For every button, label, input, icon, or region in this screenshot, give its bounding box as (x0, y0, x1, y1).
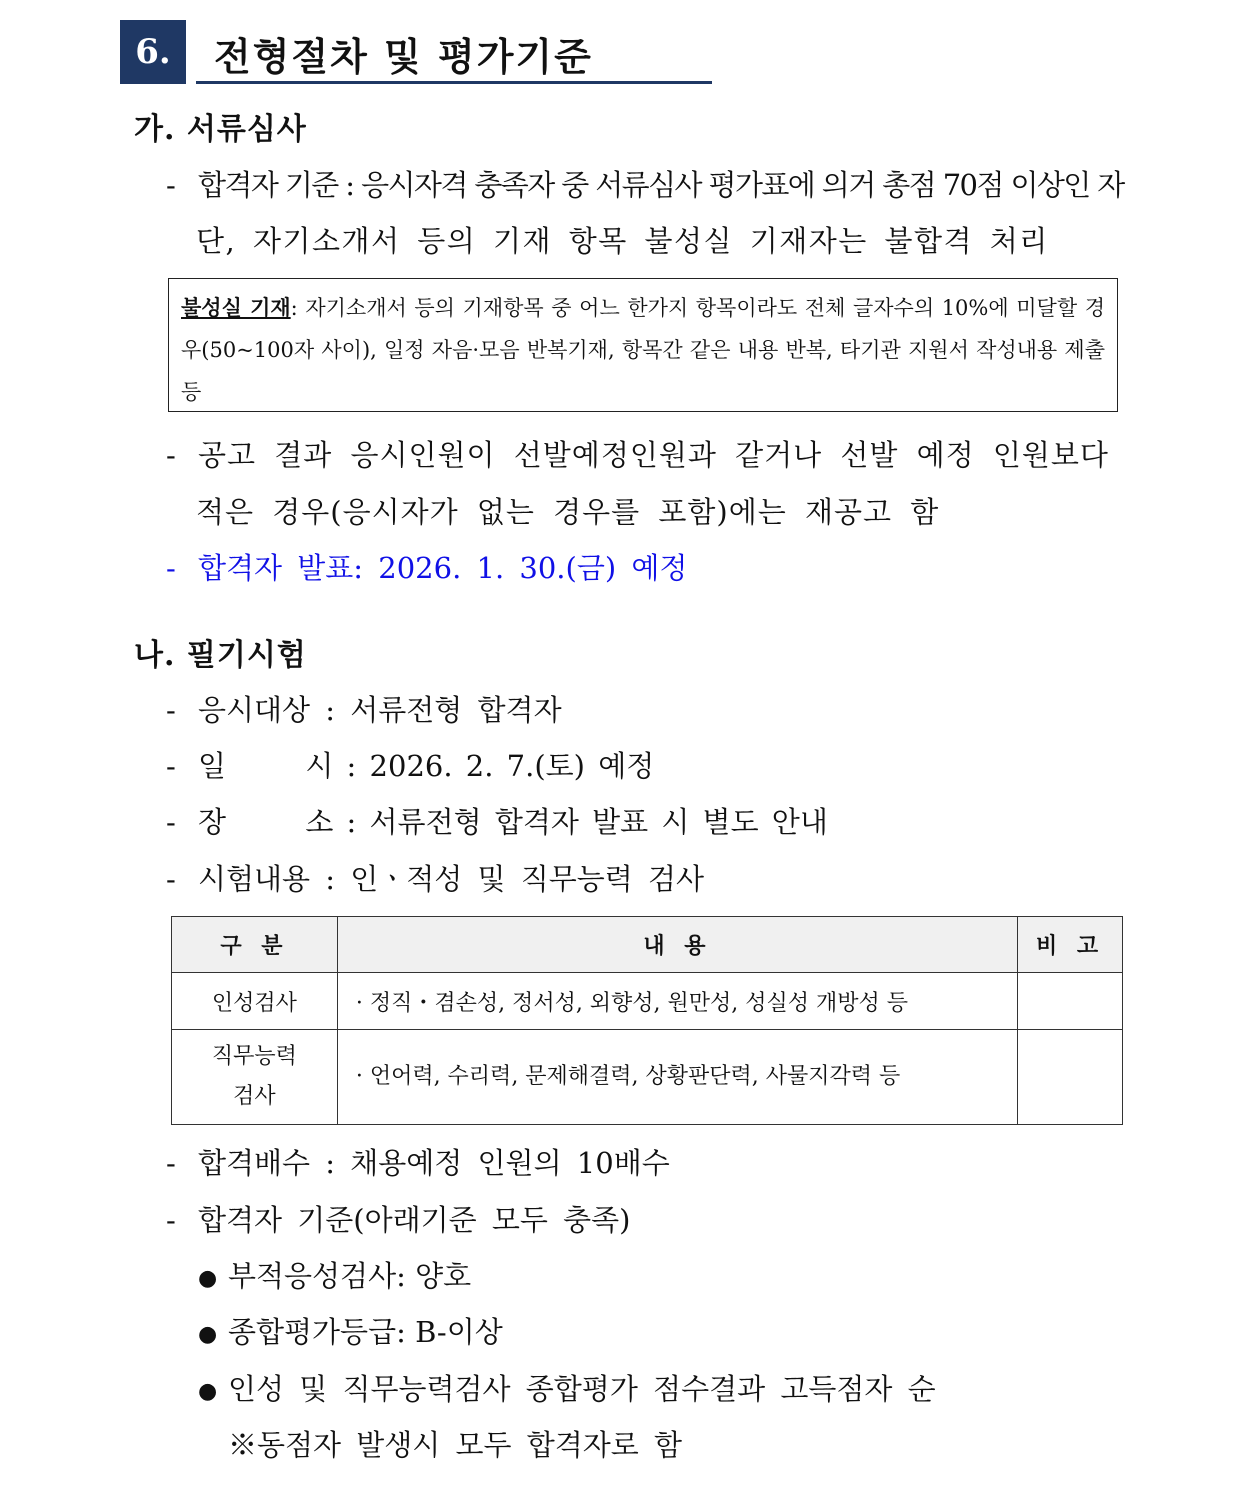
section-number: 6. (135, 32, 171, 72)
table-cell-note (1018, 973, 1123, 1030)
readvertise-text: 공고 결과 응시인원이 선발예정인원과 같거나 선발 예정 인원보다 (198, 438, 1109, 472)
section-title: 전형절차 및 평가기준 (214, 35, 593, 79)
list-item (198, 1367, 936, 1408)
part-a-heading: 가. 서류심사 (134, 112, 307, 147)
readvertise-line-1: - 공고 결과 응시인원이 선발예정인원과 같거나 선발 예정 인원보다 (166, 438, 1109, 472)
announce-text: 합격자 발표: 2026. 1. 30.(금) 예정 (198, 551, 688, 585)
table-header: 내 용 (337, 917, 1017, 973)
list-item-text: 인성 및 직무능력검사 종합평가 점수결과 고득점자 순 (228, 1372, 936, 1406)
table-row (172, 973, 1123, 1030)
list-item (198, 1254, 471, 1295)
list-item-text: 종합평가등급: B-이상 (228, 1315, 503, 1349)
criteria-line-1: - 합격자 기준 : 응시자격 충족자 중 서류심사 평가표에 의거 총점 70점 이상인 자 (166, 168, 1124, 202)
tie-note: ※동점자 발생시 모두 합격자로 함 (228, 1428, 683, 1462)
category-line: 검사 (233, 1084, 276, 1109)
date-text: 일 시 : 2026. 2. 7.(토) 예정 (198, 749, 655, 783)
place-line: - 장 소 : 서류전형 합격자 발표 시 별도 안내 (166, 805, 828, 839)
criteria-text: 합격자 기준 : 응시자격 충족자 중 서류심사 평가표에 의거 총점 70점 이상인 자 (198, 168, 1124, 202)
table-cell-note (1018, 1030, 1123, 1125)
bullet-icon: ● (198, 1321, 218, 1347)
multiple-line: - 합격배수 : 채용예정 인원의 10배수 (166, 1146, 670, 1180)
table-cell-category (172, 1030, 338, 1125)
content-text: 시험내용 : 인ㆍ적성 및 직무능력 검사 (198, 862, 705, 896)
table-header-row (172, 917, 1123, 973)
category-line: 직무능력 (211, 1044, 297, 1069)
note-label: 불성실 기재 (181, 295, 291, 320)
table-cell-content: · 언어력, 수리력, 문제해결력, 상황판단력, 사물지각력 등 (337, 1030, 1017, 1125)
table-row (172, 1030, 1123, 1125)
date-line: - 일 시 : 2026. 2. 7.(토) 예정 (166, 749, 655, 783)
test-table (171, 916, 1123, 1125)
bullet-icon: ● (198, 1378, 218, 1404)
content-line: - 시험내용 : 인ㆍ적성 및 직무능력 검사 (166, 862, 705, 896)
section-title-underline (196, 81, 712, 84)
list-item (198, 1310, 503, 1351)
readvertise-line-2: 적은 경우(응시자가 없는 경우를 포함)에는 재공고 함 (196, 495, 940, 529)
announce-line: - 합격자 발표: 2026. 1. 30.(금) 예정 (166, 551, 688, 585)
note-text: : 자기소개서 등의 기재항목 중 어느 한가지 항목이라도 전체 글자수의 10%에 미달할 경우(50~100자 사이), 일정 자음·모음 반복기재, 항목간 같은 내용 반복, 타기관 지원서 작성내용 제출 등 (181, 296, 1105, 404)
criteria-line-2: 단, 자기소개서 등의 기재 항목 불성실 기재자는 불합격 처리 (196, 224, 1049, 258)
target-text: 응시대상 : 서류전형 합격자 (198, 693, 562, 727)
multiple-text: 합격배수 : 채용예정 인원의 10배수 (198, 1146, 670, 1180)
pass-criteria-text: 합격자 기준(아래기준 모두 충족) (198, 1203, 631, 1237)
table-cell-content: · 정직・겸손성, 정서성, 외향성, 원만성, 성실성 개방성 등 (337, 973, 1017, 1030)
table-header: 구 분 (172, 917, 338, 973)
place-text: 장 소 : 서류전형 합격자 발표 시 별도 안내 (198, 805, 828, 839)
pass-criteria-line: - 합격자 기준(아래기준 모두 충족) (166, 1203, 631, 1237)
note-box (168, 278, 1118, 412)
bullet-icon: ● (198, 1265, 218, 1291)
table-header: 비 고 (1018, 917, 1123, 973)
table-cell-category: 인성검사 (172, 973, 338, 1030)
target-line: - 응시대상 : 서류전형 합격자 (166, 693, 562, 727)
section-number-badge (120, 20, 186, 84)
part-b-heading: 나. 필기시험 (134, 638, 307, 673)
list-item-text: 부적응성검사: 양호 (228, 1259, 472, 1293)
